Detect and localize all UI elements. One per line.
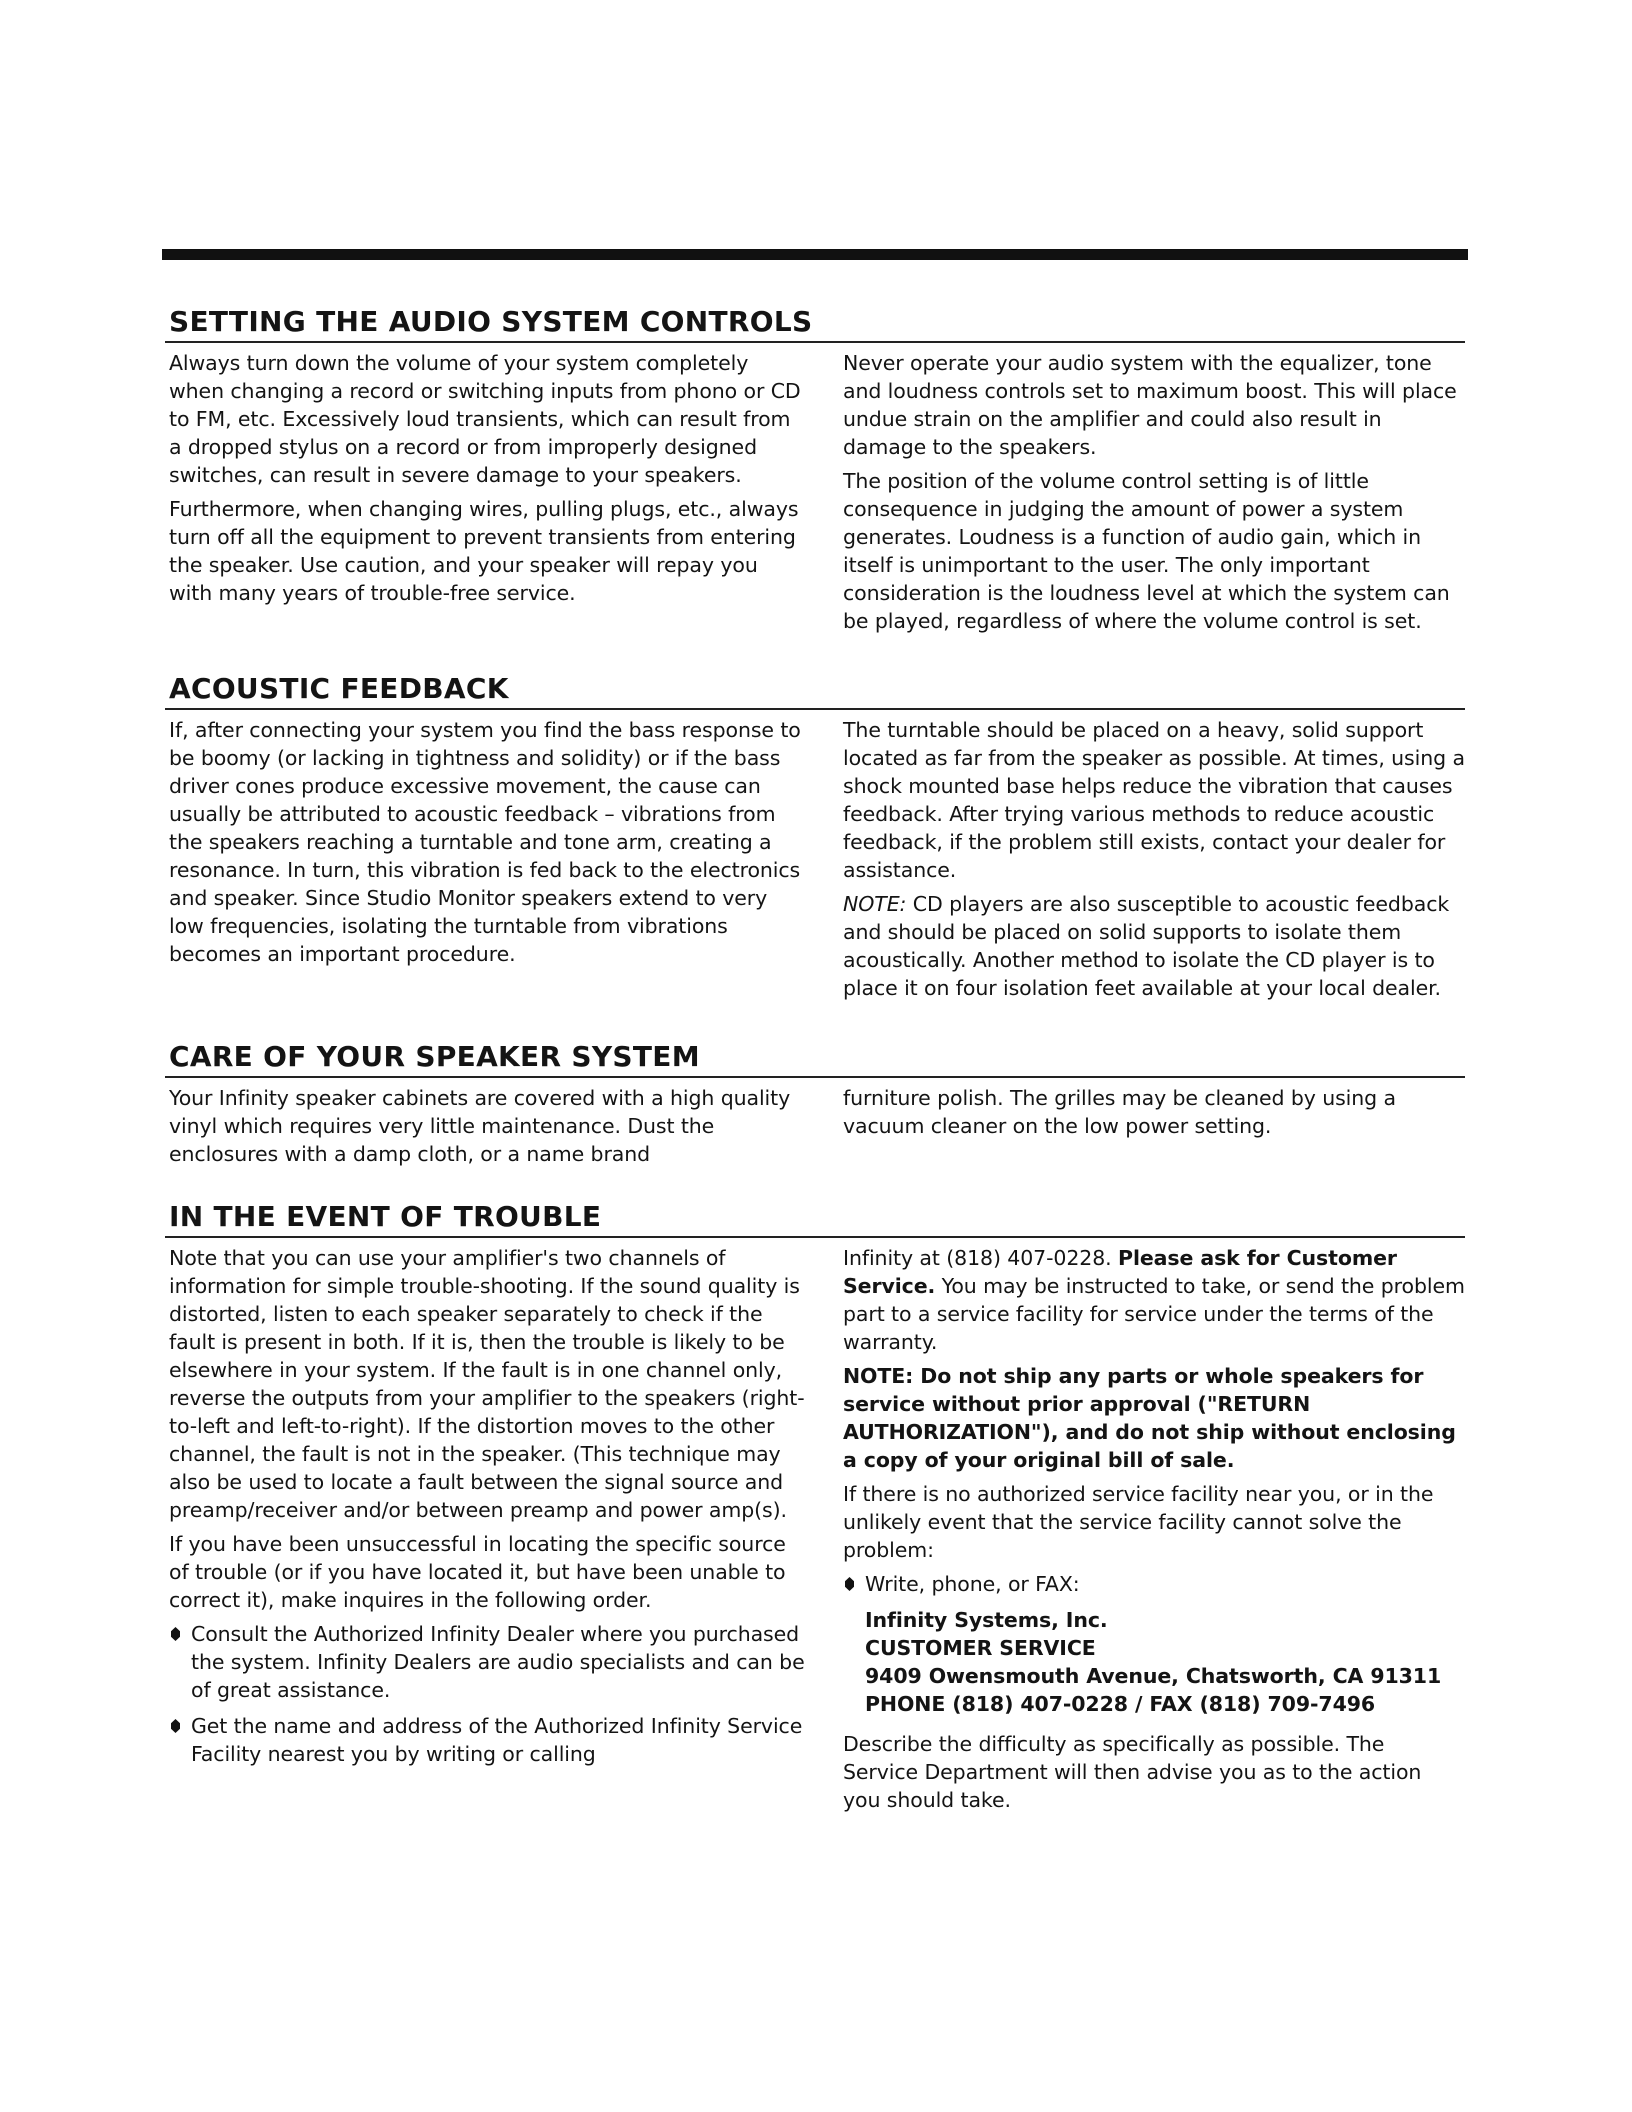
paragraph: Never operate your audio system with the equalizer, tone and loudness controls set to maximum boost. This will place undue strain on the amplifier and could also result in damage to the speakers.	[843, 351, 1457, 459]
section-audio-controls	[165, 305, 1465, 641]
address-line: Infinity Systems, Inc.	[865, 1608, 1108, 1632]
right-column	[843, 716, 1465, 1008]
bullet-item: Get the name and address of the Authorized Infinity Service Facility nearest you by writing or calling	[169, 1712, 807, 1768]
section-heading: SETTING THE AUDIO SYSTEM CONTROLS	[165, 305, 1465, 343]
right-column	[843, 1244, 1465, 1820]
address-line: 9409 Owensmouth Avenue, Chatsworth, CA 91311	[865, 1664, 1442, 1688]
left-column	[165, 1084, 807, 1174]
service-address	[843, 1606, 1465, 1718]
note-text: CD players are also susceptible to acoustic feedback and should be placed on solid supports to isolate them acoustically. Another method to isolate the CD player is to place it on four isolation feet available at your local dealer.	[843, 892, 1450, 1000]
warning-note: NOTE: Do not ship any parts or whole speakers for service without prior approval ("RETURN AUTHORIZATION"), and do not ship without enclosing a copy of your original bill of sale.	[843, 1364, 1456, 1472]
note-paragraph	[843, 890, 1465, 1002]
paragraph: Infinity at (818) 407-0228. Please ask for Customer Service. You may be instructed to take, or send the problem part to a service facility for service under the terms of the warranty.	[843, 1246, 1465, 1354]
note-label: NOTE:	[843, 892, 907, 916]
left-column	[165, 349, 807, 641]
paragraph: If, after connecting your system you find the bass response to be boomy (or lacking in tightness and solidity) or if the bass driver cones produce excessive movement, the cause can usually be attributed to acoustic feedback – vibrations from the speakers reaching a turntable and tone arm, creating a resonance. In turn, this vibration is fed back to the electronics and speaker. Since Studio Monitor speakers extend to very low frequencies, isolating the turntable from vibrations becomes an important procedure.	[169, 718, 801, 966]
section-care	[165, 1040, 1465, 1174]
paragraph: Furthermore, when changing wires, pulling plugs, etc., always turn off all the equipment to prevent transients from entering the speaker. Use caution, and your speaker will repay you with many years of trouble-free service.	[169, 497, 799, 605]
paragraph: furniture polish. The grilles may be cleaned by using a vacuum cleaner on the low power setting.	[843, 1086, 1396, 1138]
bullet-item: Consult the Authorized Infinity Dealer where you purchased the system. Infinity Dealers are audio specialists and can be of great assistance.	[169, 1620, 807, 1704]
top-rule	[162, 249, 1468, 260]
paragraph: The turntable should be placed on a heavy, solid support located as far from the speaker as possible. At times, using a shock mounted base helps reduce the vibration that causes feedback. After trying various methods to reduce acoustic feedback, if the problem still exists, contact your dealer for assistance.	[843, 718, 1465, 882]
bullet-icon	[171, 1627, 180, 1641]
bullet-item: Write, phone, or FAX:	[843, 1570, 1465, 1598]
paragraph: Always turn down the volume of your system completely when changing a record or switching inputs from phono or CD to FM, etc. Excessively loud transients, which can result from a dropped stylus on a record or from improperly designed switches, can result in severe damage to your speakers.	[169, 351, 801, 487]
left-column	[165, 716, 807, 1008]
right-column	[843, 1084, 1465, 1174]
bullet-icon	[171, 1719, 180, 1733]
section-heading: IN THE EVENT OF TROUBLE	[165, 1200, 1465, 1238]
paragraph: Your Infinity speaker cabinets are covered with a high quality vinyl which requires very little maintenance. Dust the enclosures with a damp cloth, or a name brand	[169, 1086, 791, 1166]
section-heading: ACOUSTIC FEEDBACK	[165, 672, 1465, 710]
address-line: CUSTOMER SERVICE	[865, 1636, 1096, 1660]
address-line: PHONE (818) 407-0228 / FAX (818) 709-7496	[865, 1692, 1376, 1716]
paragraph: Describe the difficulty as specifically as possible. The Service Department will then advise you as to the action you should take.	[843, 1732, 1422, 1812]
paragraph: Note that you can use your amplifier's two channels of information for simple trouble-shooting. If the sound quality is distorted, listen to each speaker separately to check if the fault is present in both. If it is, then the trouble is likely to be elsewhere in your system. If the fault is in one channel only, reverse the outputs from your amplifier to the speakers (right-to-left and left-to-right). If the distortion moves to the other channel, the fault is not in the speaker. (This technique may also be used to locate a fault between the signal source and preamp/receiver and/or between preamp and power amp(s).	[169, 1246, 805, 1522]
left-column	[165, 1244, 807, 1820]
paragraph: The position of the volume control setting is of little consequence in judging the amount of power a system generates. Loudness is a function of audio gain, which in itself is unimportant to the user. The only important consideration is the loudness level at which the system can be played, regardless of where the volume control is set.	[843, 469, 1450, 633]
section-acoustic-feedback	[165, 672, 1465, 1008]
bullet-icon	[845, 1577, 854, 1591]
section-trouble	[165, 1200, 1465, 1820]
section-heading: CARE OF YOUR SPEAKER SYSTEM	[165, 1040, 1465, 1078]
paragraph: If you have been unsuccessful in locating the specific source of trouble (or if you have located it, but have been unable to correct it), make inquires in the following order.	[169, 1532, 786, 1612]
right-column	[843, 349, 1465, 641]
paragraph: If there is no authorized service facility near you, or in the unlikely event that the service facility cannot solve the problem:	[843, 1482, 1434, 1562]
